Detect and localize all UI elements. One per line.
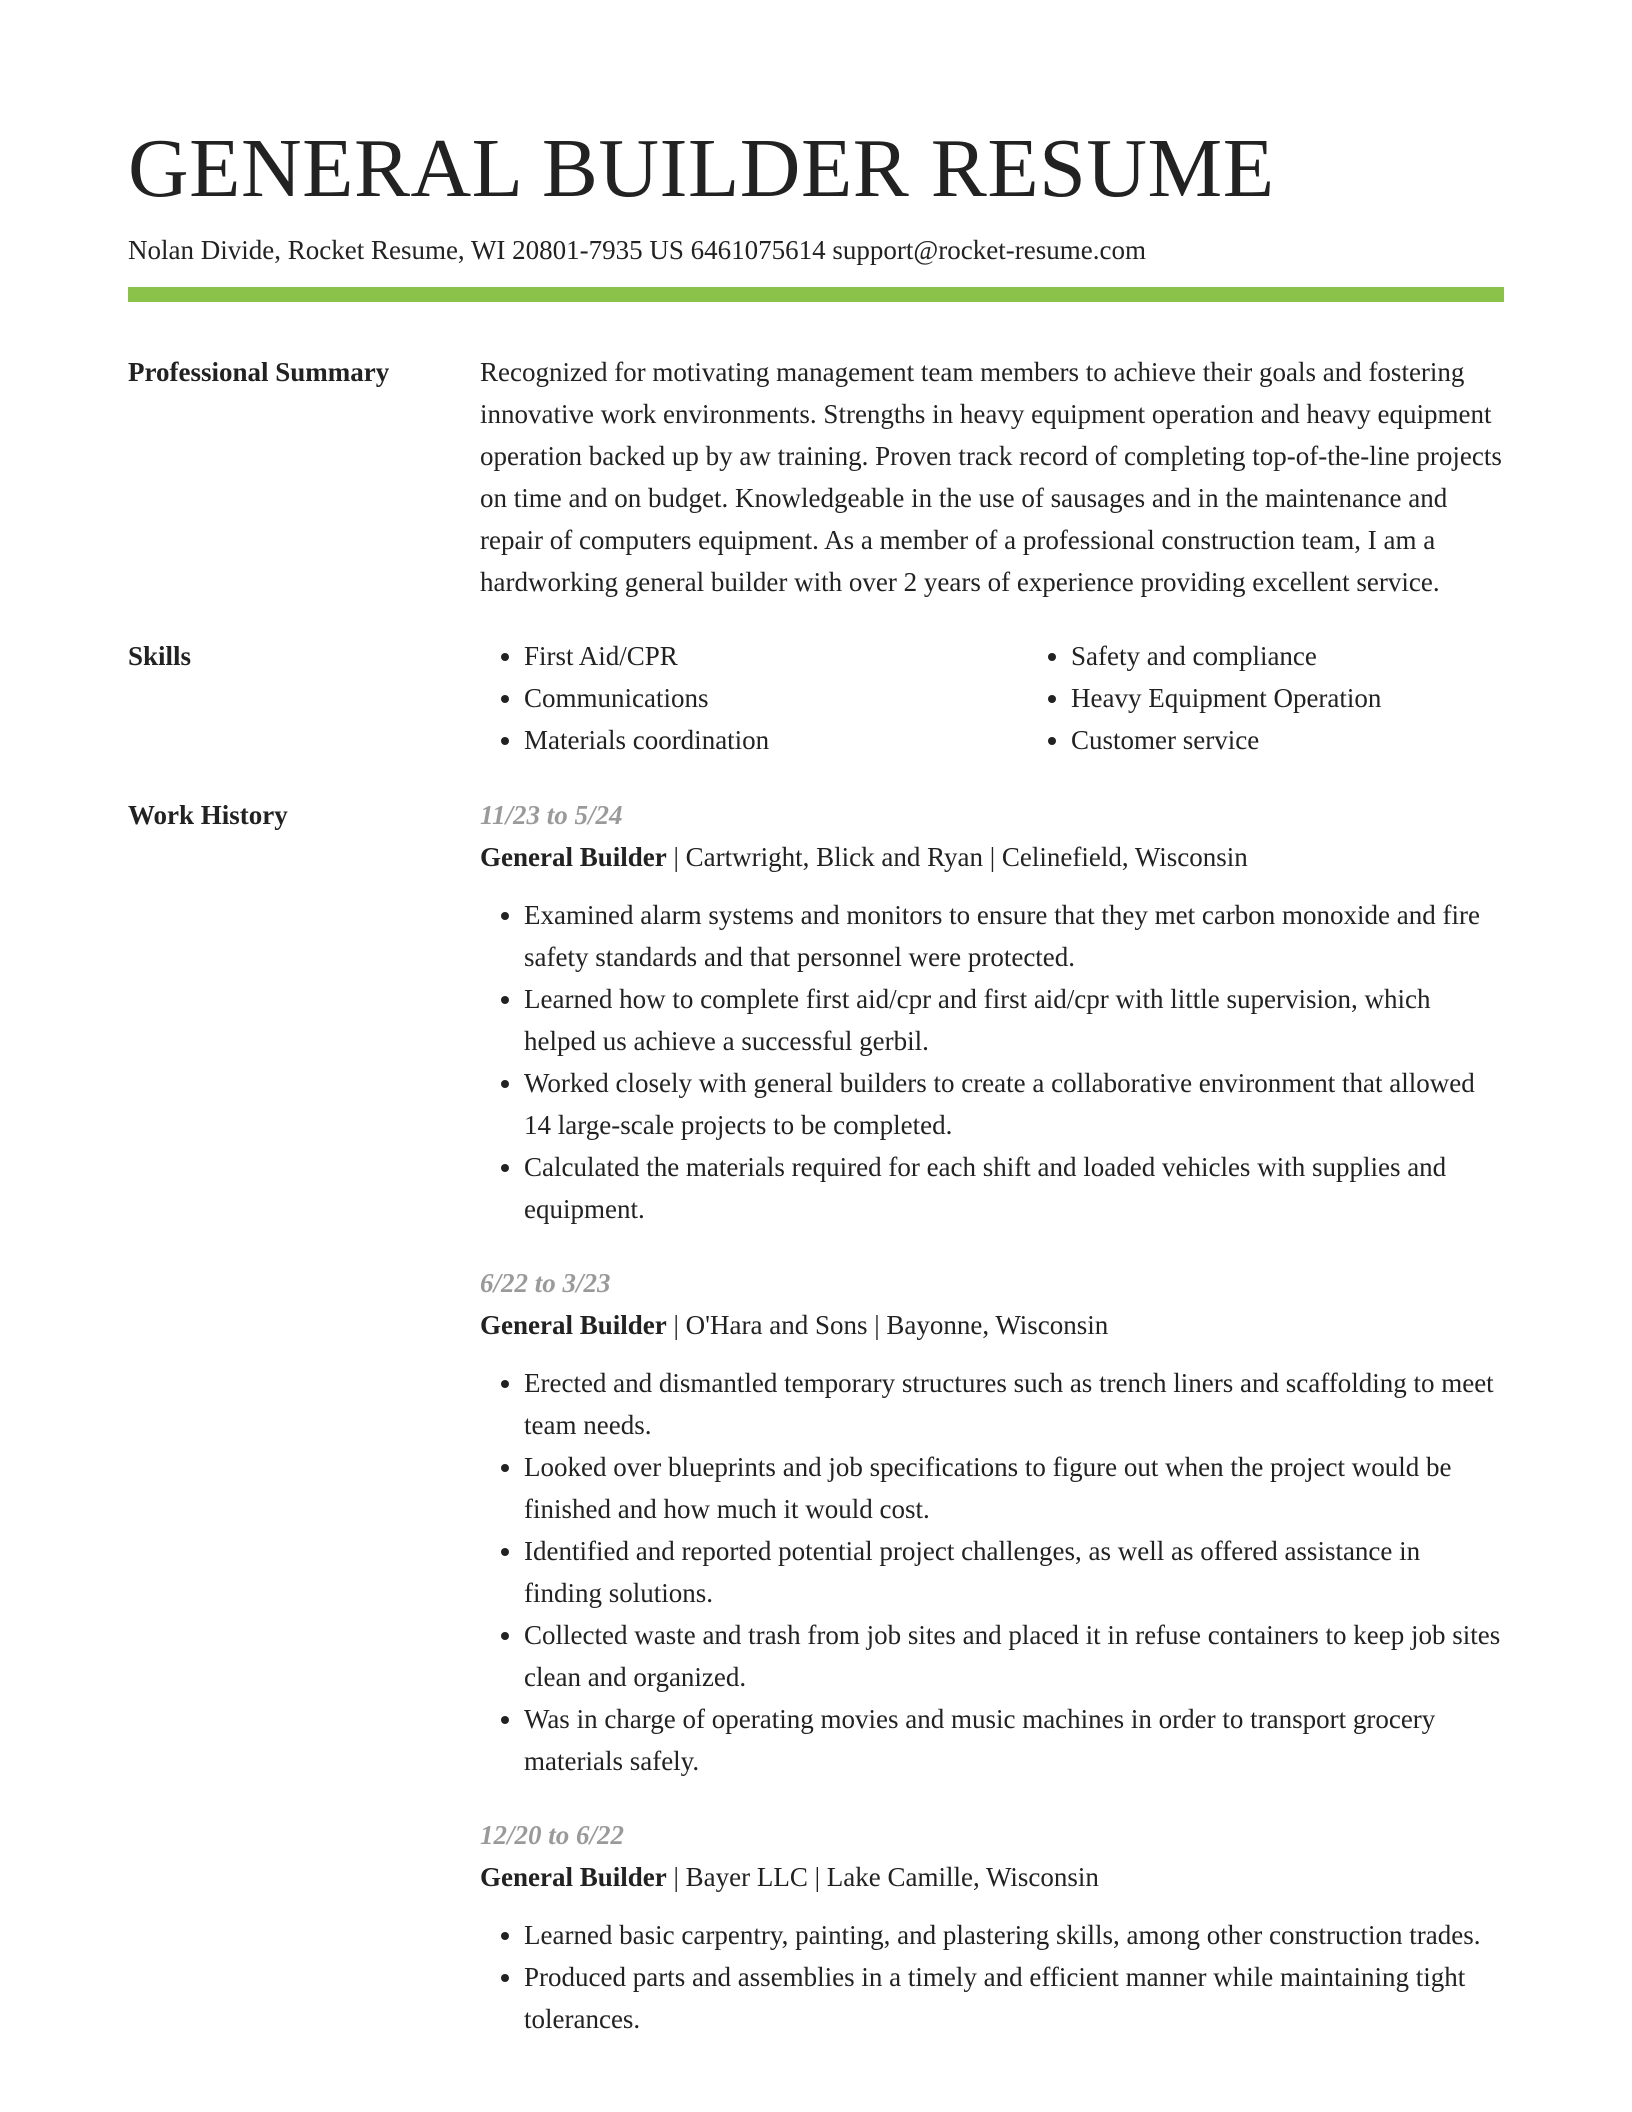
- skill-item: • Communications: [524, 677, 1027, 719]
- professional-summary-section: [128, 351, 1504, 603]
- job-role: General Builder: [480, 1862, 667, 1892]
- job-bullet: • Identified and reported potential project challenges, as well as offered assistance in finding solutions.: [524, 1530, 1504, 1614]
- skill-item: • First Aid/CPR: [524, 635, 1027, 677]
- resume-title: GENERAL BUILDER RESUME: [128, 122, 1275, 215]
- job-role: General Builder: [480, 842, 667, 872]
- work-history-section: [128, 794, 1504, 2040]
- job-bullets: [480, 1362, 1504, 1782]
- skill-item: • Heavy Equipment Operation: [1071, 677, 1381, 719]
- job-bullet: • Looked over blueprints and job specifications to figure out when the project would be finished and how much it would cost.: [524, 1446, 1504, 1530]
- contact-line: Nolan Divide, Rocket Resume, WI 20801-7935 US 6461075614 support@rocket-resume.com: [128, 235, 1146, 265]
- job-bullet: • Was in charge of operating movies and music machines in order to transport grocery materials safely.: [524, 1698, 1504, 1782]
- skill-item: • Safety and compliance: [1071, 635, 1381, 677]
- job-bullet: • Erected and dismantled temporary structures such as trench liners and scaffolding to meet team needs.: [524, 1362, 1504, 1446]
- skills-section: [128, 635, 1504, 761]
- job-bullet: • Produced parts and assemblies in a timely and efficient manner while maintaining tight tolerances.: [524, 1956, 1504, 2040]
- job-dates: 12/20 to 6/22: [480, 1820, 625, 1850]
- job-bullet: • Learned basic carpentry, painting, and plastering skills, among other construction trades.: [524, 1914, 1504, 1956]
- job-entry: [480, 1814, 1504, 2040]
- job-title-line: [480, 836, 1504, 878]
- job-bullet: • Collected waste and trash from job sites and placed it in refuse containers to keep job sites clean and organized.: [524, 1614, 1504, 1698]
- resume-page: [128, 0, 1504, 2040]
- section-heading: Work History: [128, 800, 288, 830]
- skill-item: • Customer service: [1071, 719, 1381, 761]
- skill-item: • Materials coordination: [524, 719, 1027, 761]
- job-bullet: • Worked closely with general builders to create a collaborative environment that allowed 14 large-scale projects to be completed.: [524, 1062, 1504, 1146]
- section-heading: Professional Summary: [128, 357, 390, 387]
- job-dates: 6/22 to 3/23: [480, 1268, 611, 1298]
- job-employer-location: | Bayer LLC | Lake Camille, Wisconsin: [666, 1862, 1099, 1892]
- job-role: General Builder: [480, 1310, 667, 1340]
- job-bullet: • Calculated the materials required for each shift and loaded vehicles with supplies and equipment.: [524, 1146, 1504, 1230]
- job-entry: [480, 794, 1504, 1230]
- job-employer-location: | Cartwright, Blick and Ryan | Celinefield, Wisconsin: [666, 842, 1248, 872]
- skills-list-left: [480, 635, 1027, 761]
- job-bullet: • Examined alarm systems and monitors to ensure that they met carbon monoxide and fire safety standards and that personnel were protected.: [524, 894, 1504, 978]
- summary-text: Recognized for motivating management team members to achieve their goals and fostering innovative work environments. Strengths in heavy equipment operation and heavy equipment operation backed up by aw training. Proven track record of completing top-of-the-line projects on time and on budget. Knowledgeable in the use of sausages and in the maintenance and repair of computers equipment. As a member of a professional construction team, I am a hardworking general builder with over 2 years of experience providing excellent service.: [480, 357, 1502, 597]
- job-entry: [480, 1262, 1504, 1782]
- job-dates: 11/23 to 5/24: [480, 800, 623, 830]
- job-bullet: • Learned how to complete first aid/cpr and first aid/cpr with little supervision, which helped us achieve a successful gerbil.: [524, 978, 1504, 1062]
- job-employer-location: | O'Hara and Sons | Bayonne, Wisconsin: [666, 1310, 1109, 1340]
- job-title-line: [480, 1304, 1504, 1346]
- job-bullets: [480, 894, 1504, 1230]
- job-title-line: [480, 1856, 1504, 1898]
- job-bullets: [480, 1914, 1504, 2040]
- accent-divider: [128, 287, 1504, 302]
- section-heading: Skills: [128, 641, 192, 671]
- skills-list-right: [1027, 635, 1381, 761]
